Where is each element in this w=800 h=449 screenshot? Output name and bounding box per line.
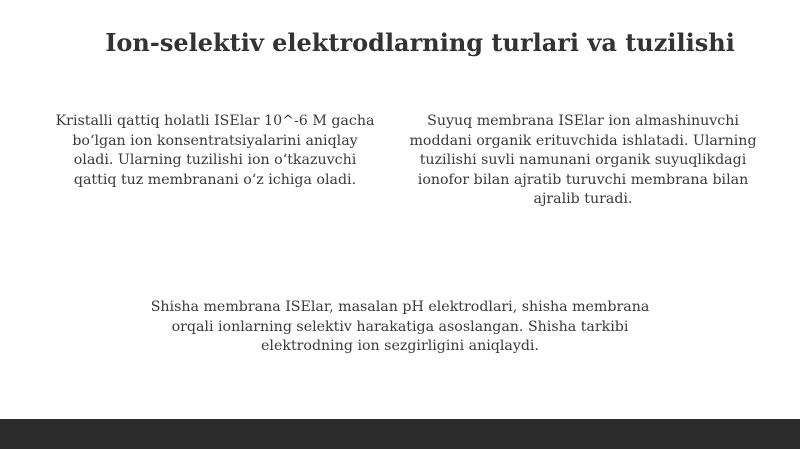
slide-title: Ion-selektiv elektrodlarning turlari va tuzilishi bbox=[105, 28, 735, 57]
text-block-glass-membrane: Shisha membrana ISElar, masalan pH elektrodlari, shisha membrana orqali ionlarning selektiv harakatiga asoslangan. Shisha tarkibi elektrodning ion sezgirligini aniqlaydi. bbox=[150, 299, 650, 354]
footer-bar bbox=[0, 419, 800, 449]
text-block-solid-state: Kristalli qattiq holatli ISElar 10^-6 M gacha boʻlgan ion konsentratsiyalarini aniqlay oladi. Ularning tuzilishi ion oʻtkazuvchi qattiq tuz membranani oʻz ichiga oladi. bbox=[55, 113, 375, 188]
text-block-liquid-membrane: Suyuq membrana ISElar ion almashinuvchi moddani organik erituvchida ishlatadi. Ularning tuzilishi suvli namunani organik suyuqlikdagi ionofor bilan ajratib turuvchi membrana bilan ajralib turadi. bbox=[409, 113, 757, 207]
